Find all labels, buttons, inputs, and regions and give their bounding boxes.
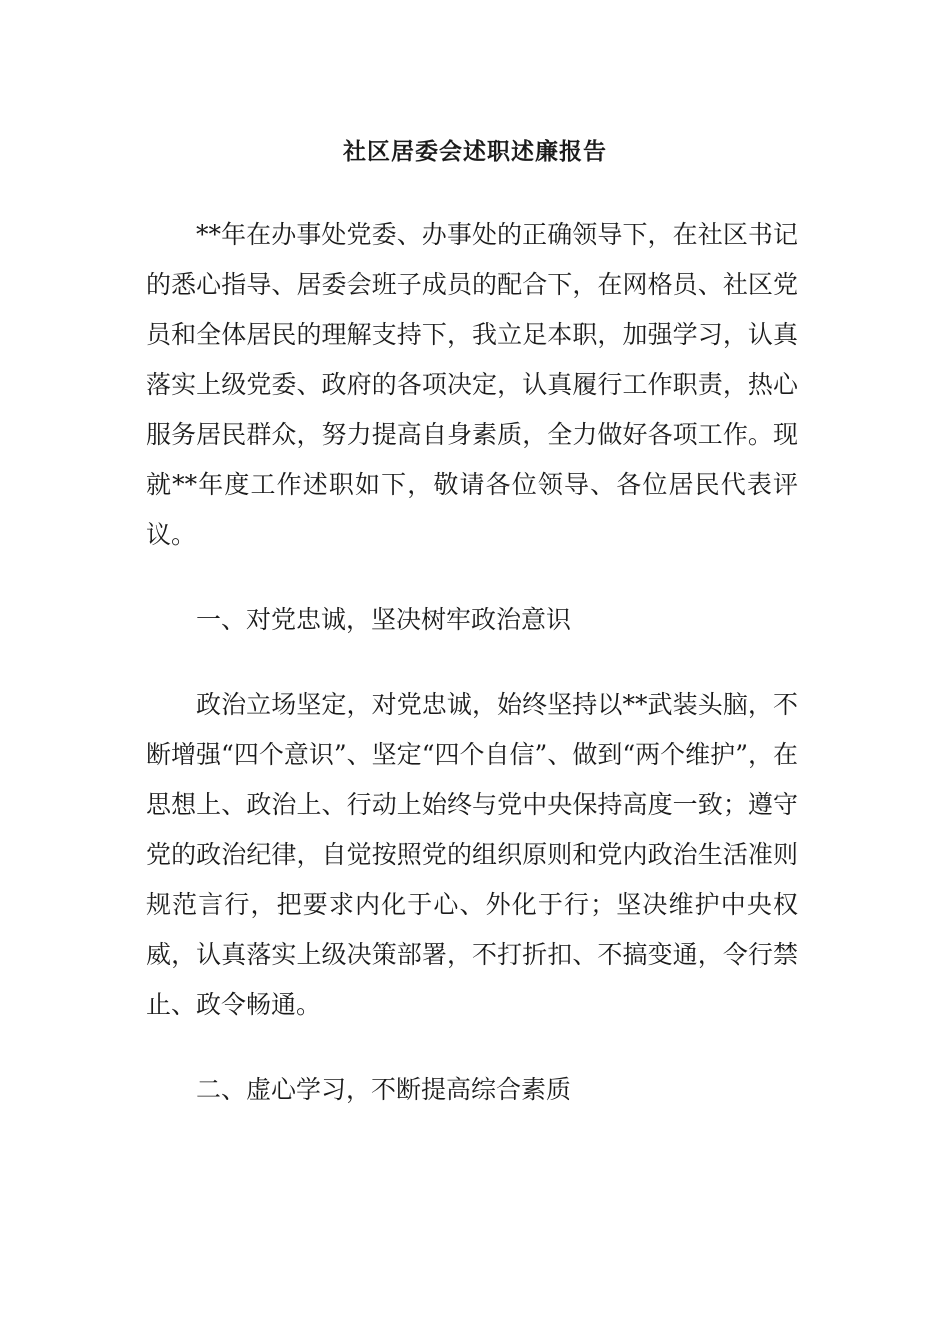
intro-paragraph: **年在办事处党委、办事处的正确领导下，在社区书记的悉心指导、居委会班子成员的配合下，在网格员、社区党员和全体居民的理解支持下，我立足本职，加强学习，认真落实上级党委、政府的各项决定，认真履行工作职责，热心服务居民群众，努力提高自身素质，全力做好各项工作。现就**年度工作述职如下，敬请各位领导、各位居民代表评议。 <box>146 220 798 549</box>
section-1-paragraph: 政治立场坚定，对党忠诚，始终坚持以**武装头脑，不断增强“四个意识”、坚定“四个自信”、做到“两个维护”，在思想上、政治上、行动上始终与党中央保持高度一致；遵守党的政治纪律，自觉按照党的组织原则和党内政治生活准则规范言行，把要求内化于心、外化于行；坚决维护中央权威，认真落实上级决策部署，不打折扣、不搞变通，令行禁止、政令畅通。 <box>146 690 798 1019</box>
document-title: 社区居委会述职述廉报告 <box>343 138 607 165</box>
section-heading-2: 二、虚心学习，不断提高综合素质 <box>196 1075 572 1104</box>
section-heading-1: 一、对党忠诚，坚决树牢政治意识 <box>196 605 572 634</box>
